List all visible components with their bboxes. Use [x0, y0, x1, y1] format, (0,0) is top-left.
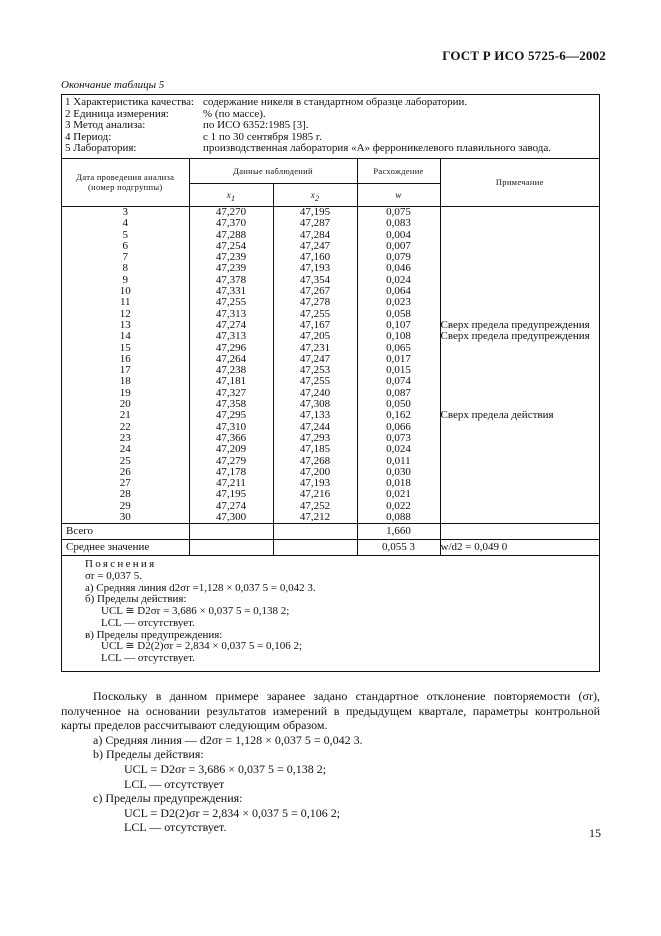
date-cell: 11 [119, 296, 131, 309]
item-b-lcl: LCL — отсутствует [124, 776, 225, 791]
x1-cell: 47,310 [215, 420, 247, 433]
info-row [65, 143, 596, 155]
page-number: 15 [589, 826, 601, 840]
x2-cell: 47,255 [299, 307, 331, 320]
note-cell [441, 218, 600, 229]
note-cell [441, 388, 600, 399]
w-cell: 0,030 [386, 465, 411, 478]
x1-cell: 47,279 [215, 454, 247, 467]
note-cell [441, 207, 600, 218]
note-cell [441, 263, 600, 274]
x1-cell: 47,331 [215, 285, 247, 298]
date-cell: 14 [119, 330, 131, 343]
x2-cell: 47,247 [299, 239, 331, 252]
notes-title: Пояснения [85, 558, 157, 571]
notes-line: а) Средняя линия d2σr =1,128 × 0,037 5 = 0,042 3. [85, 581, 316, 594]
w-cell: 0,087 [386, 386, 411, 399]
mean-value: 0,055 3 [357, 540, 440, 556]
note-cell [441, 422, 600, 433]
x2-cell: 47,308 [299, 398, 331, 411]
w-cell: 0,015 [386, 364, 411, 377]
note-cell [441, 354, 600, 365]
x2-cell: 47,205 [299, 330, 331, 343]
item-a: a) Средняя линия — d2σr = 1,128 × 0,037 5 = 0,042 3. [93, 732, 363, 747]
x1-cell: 47,327 [215, 386, 247, 399]
note-cell [441, 365, 600, 376]
w-cell: 0,050 [386, 398, 411, 411]
notes-block [62, 556, 599, 670]
x2-cell: 47,193 [299, 477, 331, 490]
info-key: 3 Метод анализа: [65, 119, 146, 132]
x1-cell: 47,255 [215, 296, 247, 309]
note-cell [441, 456, 600, 467]
info-block [62, 95, 599, 159]
w-cell: 0,107 [386, 318, 411, 331]
header-note: Примечание [440, 159, 599, 207]
notes-line: UCL ≅ D2σr = 3,686 × 0,037 5 = 0,138 2; [101, 605, 290, 618]
date-cell: 29 [119, 499, 131, 512]
x1-column [189, 206, 273, 523]
note-column [440, 206, 599, 523]
x2-cell: 47,212 [299, 510, 331, 523]
notes-line: LCL — отсутствует. [101, 651, 195, 664]
date-cell: 9 [122, 273, 128, 286]
info-value: содержание никеля в стандартном образце лаборатории. [203, 96, 468, 108]
w-cell: 0,007 [386, 239, 411, 252]
header-observations: Данные наблюдений [189, 159, 357, 184]
date-cell: 22 [119, 420, 131, 433]
date-cell: 4 [122, 217, 128, 230]
x2-cell: 47,195 [299, 205, 331, 218]
note-cell [441, 478, 600, 489]
note-cell [441, 343, 600, 354]
w-cell: 0,018 [386, 477, 411, 490]
date-cell: 20 [119, 398, 131, 411]
x2-cell: 47,160 [299, 251, 331, 264]
x2-cell: 47,268 [299, 454, 331, 467]
x1-cell: 47,274 [215, 499, 247, 512]
info-row [65, 97, 596, 109]
w-cell: 0,066 [386, 420, 411, 433]
date-cell: 25 [119, 454, 131, 467]
total-row [62, 524, 599, 540]
w-cell: 0,108 [386, 330, 411, 343]
x1-cell: 47,378 [215, 273, 247, 286]
date-cell: 5 [122, 228, 128, 241]
x2-cell: 47,284 [299, 228, 331, 241]
x1-cell: 47,358 [215, 398, 247, 411]
date-cell: 15 [119, 341, 131, 354]
x2-cell: 47,293 [299, 431, 331, 444]
x2-cell: 47,200 [299, 465, 331, 478]
x1-cell: 47,209 [215, 443, 247, 456]
x2-column [273, 206, 357, 523]
w-cell: 0,162 [386, 409, 411, 422]
header-x2: $x_2$ [273, 183, 357, 206]
x1-cell: 47,295 [215, 409, 247, 422]
date-cell: 21 [119, 409, 131, 422]
header-w: w [357, 183, 440, 206]
info-value: % (по массе). [203, 107, 266, 120]
data-body-row [62, 206, 599, 523]
date-cell: 13 [119, 318, 131, 331]
x1-cell: 47,239 [215, 251, 247, 264]
date-column [62, 206, 189, 523]
note-cell [441, 501, 600, 512]
notes-line: LCL — отсутствует. [101, 616, 195, 629]
x1-cell: 47,239 [215, 262, 247, 275]
date-cell: 26 [119, 465, 131, 478]
w-cell: 0,088 [386, 510, 411, 523]
x2-cell: 47,216 [299, 488, 331, 501]
x2-cell: 47,133 [299, 409, 331, 422]
header-difference: Расхождение [357, 159, 440, 184]
mean-note: w/d2 = 0,049 0 [440, 540, 599, 556]
note-cell: Сверх предела предупреждения [440, 330, 590, 343]
note-cell [441, 433, 600, 444]
w-cell: 0,083 [386, 217, 411, 230]
note-cell: Сверх предела действия [440, 409, 554, 422]
x2-cell: 47,278 [299, 296, 331, 309]
w-cell: 0,022 [386, 499, 411, 512]
note-cell [441, 444, 600, 455]
header-date: Дата проведения анализа (номер подгруппы) [62, 159, 189, 207]
w-cell: 0,011 [386, 454, 411, 467]
data-table-box [61, 94, 600, 672]
notes-line: σr = 0,037 5. [85, 569, 143, 582]
date-cell: 6 [122, 239, 128, 252]
date-cell: 23 [119, 431, 131, 444]
note-cell [441, 376, 600, 387]
note-cell [441, 512, 600, 523]
note-cell [441, 230, 600, 241]
x2-cell: 47,252 [299, 499, 331, 512]
x2-cell: 47,255 [299, 375, 331, 388]
x1-cell: 47,181 [215, 375, 247, 388]
document-header: ГОСТ Р ИСО 5725-6—2002 [442, 48, 606, 63]
note-cell: Сверх предела предупреждения [440, 318, 590, 331]
note-cell [441, 489, 600, 500]
note-cell [441, 467, 600, 478]
w-cell: 0,017 [386, 352, 411, 365]
x1-cell: 47,238 [215, 364, 247, 377]
info-key: 2 Единица измерения: [65, 107, 169, 120]
note-cell [441, 297, 600, 308]
date-cell: 12 [119, 307, 131, 320]
total-label: Всего [62, 524, 189, 540]
x2-cell: 47,354 [299, 273, 331, 286]
x2-cell: 47,185 [299, 443, 331, 456]
item-c-ucl: UCL = D2(2)σr = 2,834 × 0,037 5 = 0,106 2; [124, 805, 341, 820]
x2-cell: 47,244 [299, 420, 331, 433]
w-cell: 0,024 [386, 273, 411, 286]
x1-cell: 47,313 [215, 330, 247, 343]
x1-cell: 47,195 [215, 488, 247, 501]
x1-cell: 47,274 [215, 318, 247, 331]
observations-table [62, 159, 599, 556]
item-c: c) Пределы предупреждения: [93, 791, 243, 806]
x1-cell: 47,313 [215, 307, 247, 320]
w-cell: 0,024 [386, 443, 411, 456]
note-cell [441, 252, 600, 263]
w-cell: 0,073 [386, 431, 411, 444]
x2-cell: 47,253 [299, 364, 331, 377]
w-cell: 0,064 [386, 285, 411, 298]
info-value: с 1 по 30 сентября 1985 г. [203, 130, 322, 143]
x1-cell: 47,370 [215, 217, 247, 230]
x1-cell: 47,270 [215, 205, 247, 218]
w-cell: 0,021 [386, 488, 411, 501]
date-cell: 30 [119, 510, 131, 523]
date-cell: 17 [119, 364, 131, 377]
note-cell [441, 275, 600, 286]
w-cell: 0,079 [386, 251, 411, 264]
date-cell: 27 [119, 477, 131, 490]
x1-cell: 47,300 [215, 510, 247, 523]
x1-cell: 47,211 [216, 477, 246, 490]
mean-row [62, 540, 599, 556]
x2-cell: 47,247 [299, 352, 331, 365]
info-key: 1 Характеристика качества: [65, 96, 195, 108]
info-key: 5 Лаборатория: [65, 142, 137, 155]
x2-cell: 47,287 [299, 217, 331, 230]
info-value: по ИСО 6352:1985 [3]. [203, 119, 309, 132]
x1-cell: 47,264 [215, 352, 247, 365]
w-cell: 0,074 [386, 375, 411, 388]
date-cell: 16 [119, 352, 131, 365]
info-row [65, 120, 596, 132]
x2-cell: 47,193 [299, 262, 331, 275]
info-value: производственная лаборатория «А» ферроникелевого плавильного завода. [203, 142, 551, 155]
w-cell: 0,065 [386, 341, 411, 354]
item-b-ucl: UCL = D2σr = 3,686 × 0,037 5 = 0,138 2; [124, 761, 327, 776]
mean-label: Среднее значение [62, 540, 189, 556]
notes-line: UCL ≅ D2(2)σr = 2,834 × 0,037 5 = 0,106 2; [101, 640, 303, 653]
x2-cell: 47,240 [299, 386, 331, 399]
x1-cell: 47,288 [215, 228, 247, 241]
w-cell: 0,004 [386, 228, 411, 241]
note-cell [441, 241, 600, 252]
body-paragraph: Поскольку в данном примере заранее задано стандартное отклонение повторяемости (σr), полученное на основании результатов измерений в предыдущем квартале, параметры контрольной карты пределов рассчитывают следующим образом. [61, 689, 600, 733]
body-text [61, 689, 600, 835]
x1-cell: 47,178 [215, 465, 247, 478]
w-cell: 0,023 [386, 296, 411, 309]
item-b: b) Пределы действия: [93, 747, 204, 762]
notes-line: б) Пределы действия: [85, 593, 187, 606]
header-x1: $x_1$ [189, 183, 273, 206]
date-cell: 3 [122, 205, 128, 218]
x2-cell: 47,267 [299, 285, 331, 298]
date-cell: 28 [119, 488, 131, 501]
date-cell: 10 [119, 285, 131, 298]
x1-cell: 47,254 [215, 239, 247, 252]
total-value: 1,660 [357, 524, 440, 540]
x1-cell: 47,296 [215, 341, 247, 354]
w-cell: 0,046 [386, 262, 411, 275]
w-cell: 0,075 [386, 205, 411, 218]
notes-line: в) Пределы предупреждения: [85, 628, 223, 641]
x2-cell: 47,231 [299, 341, 331, 354]
date-cell: 8 [122, 262, 128, 275]
note-cell [441, 286, 600, 297]
x2-cell: 47,167 [299, 318, 331, 331]
x1-cell: 47,366 [215, 431, 247, 444]
date-cell: 19 [119, 386, 131, 399]
w-cell: 0,058 [386, 307, 411, 320]
date-cell: 18 [119, 375, 131, 388]
table-caption: Окончание таблицы 5 [61, 79, 165, 91]
date-cell: 24 [119, 443, 131, 456]
item-c-lcl: LCL — отсутствует. [124, 820, 227, 835]
w-column [357, 206, 440, 523]
date-cell: 7 [122, 251, 128, 264]
info-key: 4 Период: [65, 130, 112, 143]
